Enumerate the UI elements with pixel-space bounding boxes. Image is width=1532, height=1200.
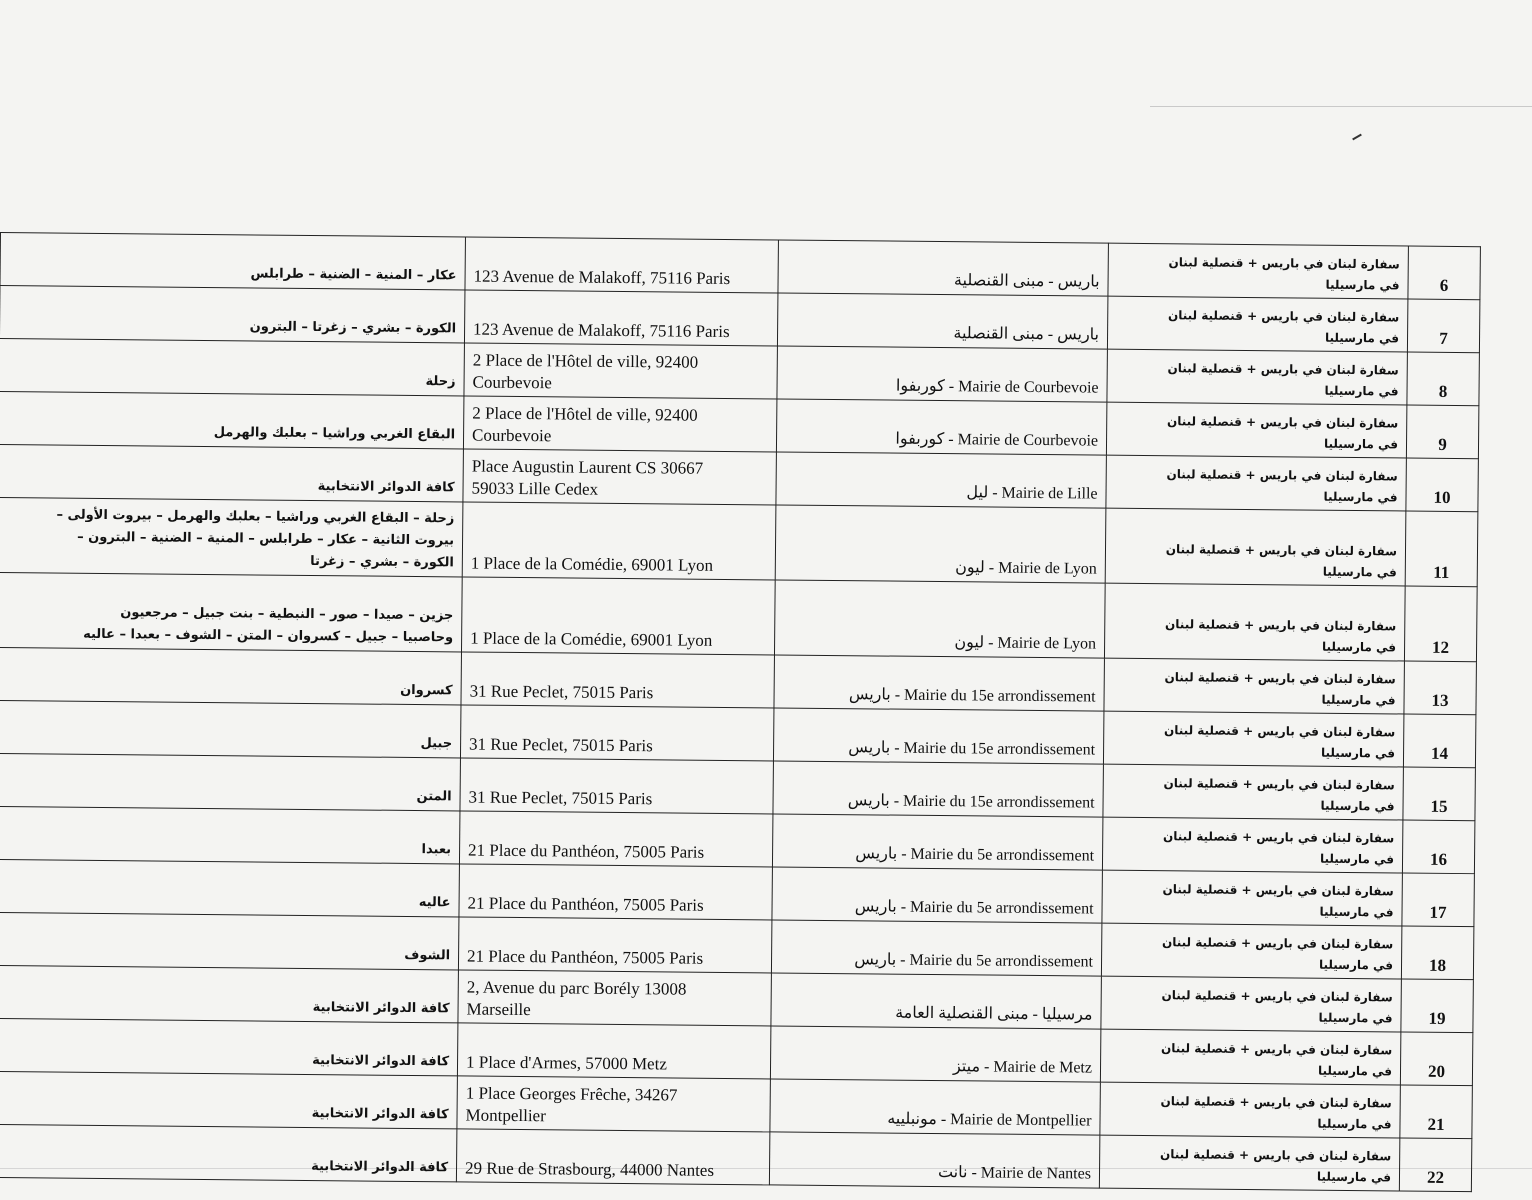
number-cell: [1400, 1032, 1473, 1086]
venue-cell: [771, 920, 1101, 976]
venue-cell: [776, 399, 1106, 455]
address-text: 1 Place de la Comédie, 69001 Lyon: [470, 628, 713, 650]
venue-text: Mairie de Nantes - نانت: [937, 1164, 1092, 1183]
address-text: 31 Rue Peclet, 75015 Paris: [469, 681, 654, 703]
address-cell: [463, 449, 776, 505]
embassy-text: سفارة لبنان في باريس + قنصلية لبنان في مارسيليا: [1168, 255, 1400, 293]
address-text: 123 Avenue de Malakoff, 75116 Paris: [472, 319, 730, 342]
row-number: 17: [1429, 902, 1447, 922]
districts-cell: [0, 338, 464, 395]
embassy-cell: [1102, 870, 1402, 926]
address-cell: [456, 1129, 769, 1185]
number-cell: [1404, 586, 1477, 662]
address-cell: [458, 917, 771, 973]
scanned-table-page: [0, 232, 1480, 1187]
address-cell: [462, 502, 776, 580]
address-text: 1 Place de la Comédie, 69001 Lyon: [470, 553, 714, 575]
districts-text: زحلة: [425, 374, 456, 390]
address-text: 21 Place du Panthéon, 75005 Paris: [466, 946, 704, 968]
address-text: 123 Avenue de Malakoff, 75116 Paris: [473, 266, 731, 289]
venue-cell: [773, 708, 1103, 764]
address-cell: [458, 970, 771, 1026]
venue-text: باريس - مبنى القنصلية: [953, 325, 1100, 344]
districts-cell: [0, 806, 460, 863]
venue-cell: [776, 452, 1106, 508]
number-cell: [1403, 714, 1476, 768]
venue-text: Mairie de Montpellier - مونبلييه: [887, 1110, 1092, 1130]
address-cell: [461, 577, 775, 655]
embassy-cell: [1108, 243, 1408, 299]
address-cell: [457, 1076, 770, 1132]
number-cell: [1406, 458, 1479, 512]
districts-text: عاليه: [418, 895, 451, 911]
embassy-text: سفارة لبنان في باريس + قنصلية لبنان في مارسيليا: [1165, 617, 1397, 655]
districts-text: عكار – المنية – الضنية – طرابلس: [250, 266, 457, 284]
number-cell: [1400, 1085, 1473, 1139]
address-text: 21 Place du Panthéon, 75005 Paris: [467, 893, 704, 915]
embassy-cell: [1103, 764, 1403, 820]
embassy-cell: [1103, 711, 1403, 767]
address-cell: [461, 652, 774, 708]
number-cell: [1408, 246, 1481, 300]
embassy-text: سفارة لبنان في باريس + قنصلية لبنان في مارسيليا: [1167, 308, 1400, 346]
venue-cell: [769, 1132, 1099, 1188]
number-cell: [1407, 352, 1480, 406]
venue-cell: [773, 761, 1103, 817]
districts-cell: [0, 1018, 458, 1075]
venue-cell: [772, 814, 1102, 870]
districts-text: كافة الدوائر الانتخابية: [311, 1106, 449, 1123]
districts-cell: [0, 286, 465, 343]
venue-text: مرسيليا - مبنى القنصلية العامة: [895, 1004, 1093, 1024]
venue-cell: [774, 655, 1104, 711]
row-number: 14: [1430, 743, 1449, 763]
embassy-text: سفارة لبنان في باريس + قنصلية لبنان في مارسيليا: [1164, 670, 1396, 708]
address-text: 2, Avenue du parc Borély 13008 Marseille: [466, 977, 687, 1020]
embassy-text: سفارة لبنان في باريس + قنصلية لبنان في مارسيليا: [1159, 1147, 1392, 1185]
embassy-cell: [1100, 1029, 1400, 1085]
address-text: 2 Place de l'Hôtel de ville, 92400 Courbevoie: [472, 350, 699, 393]
row-number: 18: [1428, 955, 1447, 975]
row-number: 13: [1431, 690, 1449, 710]
address-cell: [463, 396, 776, 452]
venue-cell: [771, 973, 1101, 1029]
address-cell: [460, 758, 773, 814]
row-number: 16: [1429, 849, 1448, 869]
districts-text: المتن: [416, 789, 452, 805]
venue-text: Mairie du 5e arrondissement - باريس: [855, 845, 1095, 865]
number-cell: [1406, 405, 1479, 459]
address-text: 29 Rue de Strasbourg, 44000 Nantes: [464, 1158, 715, 1180]
embassy-text: سفارة لبنان في باريس + قنصلية لبنان في مارسيليا: [1166, 467, 1398, 505]
embassy-text: سفارة لبنان في باريس + قنصلية لبنان في مارسيليا: [1162, 829, 1395, 867]
scan-artifact-line: [1150, 106, 1532, 107]
number-cell: [1401, 926, 1474, 980]
address-cell: [464, 343, 777, 399]
venue-text: Mairie de Courbevoie - كوربفوا: [895, 377, 1099, 397]
venue-cell: [772, 867, 1102, 923]
row-number: 20: [1427, 1061, 1446, 1081]
districts-text: الشوف: [404, 947, 451, 964]
number-cell: [1407, 299, 1480, 353]
number-cell: [1403, 767, 1476, 821]
number-cell: [1399, 1138, 1472, 1192]
embassy-text: سفارة لبنان في باريس + قنصلية لبنان في مارسيليا: [1161, 935, 1394, 973]
embassy-text: سفارة لبنان في باريس + قنصلية لبنان في مارسيليا: [1162, 882, 1394, 920]
districts-cell: [0, 1071, 457, 1128]
districts-text: زحلة – البقاع الغربي وراشيا – بعلبك والهرمل – بيروت الأولى – بيروت الثانية – عكار – طرابلس – المنية – الضنية – البترون – الكورة – بشري – زغرتا: [56, 507, 455, 571]
address-text: 31 Rue Peclet, 75015 Paris: [469, 734, 653, 756]
embassy-text: سفارة لبنان في باريس + قنصلية لبنان في مارسيليا: [1164, 723, 1396, 761]
row-number: 22: [1426, 1167, 1445, 1187]
venue-cell: [775, 505, 1106, 583]
districts-text: جبيل: [420, 736, 453, 752]
address-cell: [460, 705, 773, 761]
polling-stations-table: [0, 232, 1481, 1192]
table-row: [0, 572, 1477, 661]
districts-text: بعبدا: [421, 842, 452, 858]
embassy-cell: [1104, 583, 1405, 661]
venue-text: باريس - مبنى القنصلية: [953, 272, 1100, 291]
embassy-text: سفارة لبنان في باريس + قنصلية لبنان في مارسيليا: [1166, 414, 1399, 452]
venue-text: Mairie de Metz - ميتز: [952, 1058, 1093, 1077]
address-text: 2 Place de l'Hôtel de ville, 92400 Courbevoie: [471, 403, 698, 446]
number-cell: [1402, 820, 1475, 874]
districts-cell: [0, 572, 462, 651]
venue-text: Mairie de Courbevoie - كوربفوا: [895, 430, 1099, 450]
districts-cell: [0, 700, 461, 757]
embassy-cell: [1106, 455, 1406, 511]
address-cell: [464, 290, 777, 346]
venue-cell: [770, 1079, 1100, 1135]
districts-cell: [0, 1124, 457, 1181]
venue-cell: [778, 240, 1108, 296]
address-text: Place Augustin Laurent CS 30667 59033 Lille Cedex: [471, 456, 704, 499]
address-cell: [457, 1023, 770, 1079]
districts-cell: [0, 391, 464, 448]
number-cell: [1404, 661, 1477, 715]
districts-cell: [0, 859, 459, 916]
embassy-cell: [1101, 976, 1401, 1032]
embassy-cell: [1101, 923, 1401, 979]
pen-mark: [1352, 134, 1362, 141]
venue-text: Mairie de Lyon - ليون: [955, 559, 1097, 578]
embassy-text: سفارة لبنان في باريس + قنصلية لبنان في مارسيليا: [1165, 542, 1398, 580]
embassy-cell: [1104, 658, 1404, 714]
venue-text: Mairie du 15e arrondissement - باريس: [848, 739, 1096, 759]
districts-cell: [0, 647, 461, 704]
row-number: 19: [1428, 1008, 1446, 1028]
venue-text: Mairie du 5e arrondissement - باريس: [854, 951, 1094, 971]
number-cell: [1401, 979, 1474, 1033]
venue-cell: [777, 346, 1107, 402]
districts-text: البقاع الغربي وراشيا – بعلبك والهرمل: [213, 425, 456, 443]
embassy-cell: [1099, 1135, 1399, 1191]
districts-text: الكورة – بشري – زغرتا – البترون: [249, 319, 457, 337]
districts-text: كافة الدوائر الانتخابية: [312, 1053, 450, 1070]
number-cell: [1402, 873, 1475, 927]
districts-cell: [0, 233, 465, 290]
districts-cell: [0, 965, 458, 1022]
districts-cell: [0, 753, 460, 810]
address-text: 1 Place Georges Frêche, 34267 Montpellier: [465, 1083, 678, 1126]
address-text: 1 Place d'Armes, 57000 Metz: [465, 1052, 668, 1074]
embassy-text: سفارة لبنان في باريس + قنصلية لبنان في مارسيليا: [1161, 988, 1393, 1026]
row-number: 12: [1431, 637, 1450, 657]
districts-text: جزين – صيدا – صور – النبطية – بنت جبيل – مرجعيون وحاصبيا – جبيل – كسروان – المتن – الشوف – بعبدا – عاليه: [83, 605, 454, 646]
embassy-text: سفارة لبنان في باريس + قنصلية لبنان في مارسيليا: [1160, 1094, 1392, 1132]
row-number: 8: [1438, 381, 1448, 401]
embassy-cell: [1105, 508, 1406, 586]
row-number: 11: [1433, 562, 1450, 582]
districts-cell: [0, 912, 459, 969]
embassy-text: سفارة لبنان في باريس + قنصلية لبنان في مارسيليا: [1167, 361, 1399, 399]
venue-text: Mairie du 15e arrondissement - باريس: [848, 686, 1096, 706]
districts-cell: [0, 444, 463, 501]
embassy-text: سفارة لبنان في باريس + قنصلية لبنان في مارسيليا: [1163, 776, 1395, 814]
row-number: 21: [1427, 1114, 1445, 1134]
embassy-cell: [1100, 1082, 1400, 1138]
row-number: 7: [1439, 328, 1448, 348]
row-number: 9: [1438, 434, 1447, 454]
venue-text: Mairie du 5e arrondissement - باريس: [854, 898, 1094, 918]
embassy-cell: [1106, 402, 1406, 458]
venue-cell: [770, 1026, 1100, 1082]
embassy-text: سفارة لبنان في باريس + قنصلية لبنان في مارسيليا: [1160, 1041, 1393, 1079]
row-number: 15: [1430, 796, 1448, 816]
address-cell: [459, 864, 772, 920]
venue-cell: [777, 293, 1107, 349]
embassy-cell: [1107, 349, 1407, 405]
venue-cell: [774, 580, 1105, 658]
row-number: 10: [1433, 487, 1451, 507]
row-number: 6: [1439, 275, 1449, 295]
table-body: [0, 233, 1480, 1192]
address-cell: [459, 811, 772, 867]
table-row: [0, 497, 1478, 586]
venue-text: Mairie du 15e arrondissement - باريس: [847, 792, 1095, 812]
address-text: 31 Rue Peclet, 75015 Paris: [468, 787, 653, 809]
venue-text: Mairie de Lille - ليل: [966, 484, 1098, 503]
districts-text: كافة الدوائر الانتخابية: [311, 1159, 449, 1176]
venue-text: Mairie de Lyon - ليون: [954, 634, 1097, 653]
districts-cell: [0, 497, 463, 576]
address-text: 21 Place du Panthéon, 75005 Paris: [467, 840, 705, 862]
embassy-cell: [1102, 817, 1402, 873]
number-cell: [1405, 511, 1478, 587]
address-cell: [465, 237, 778, 293]
districts-text: كافة الدوائر الانتخابية: [317, 479, 455, 496]
districts-text: كسروان: [400, 682, 453, 699]
embassy-cell: [1107, 296, 1407, 352]
districts-text: كافة الدوائر الانتخابية: [312, 1000, 450, 1017]
